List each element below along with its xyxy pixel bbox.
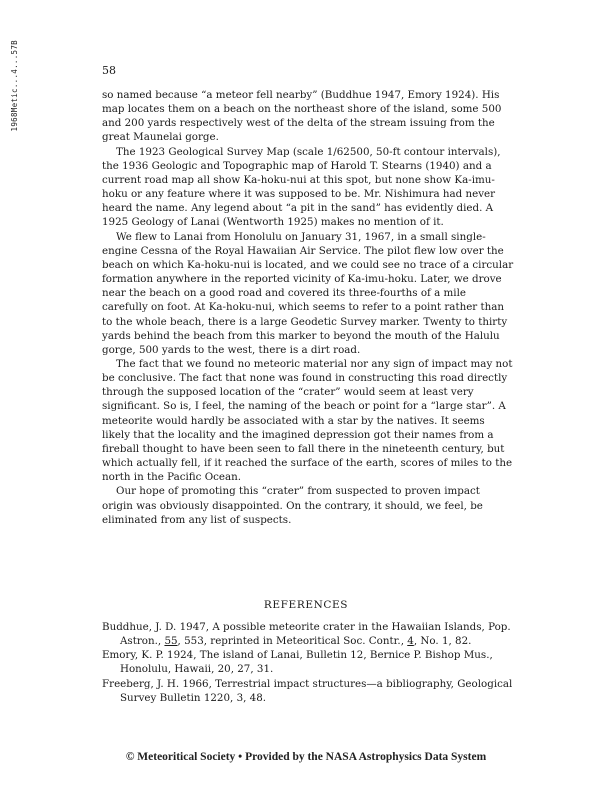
reference-text: , 553, reprinted in Meteoritical Soc. Contr., bbox=[177, 635, 408, 648]
paragraph: The 1923 Geological Survey Map (scale 1/62500, 50-ft contour intervals), the 1936 Geologic and Topographic map of Harold T. Stearns (1940) and a current road map all show Ka-hoku-nui at this spot, but none show Ka-imu-hoku or any feature where it was supposed to be. Mr. Nishimura had never heard the name. Any legend about “a pit in the sand” has evidently died. A 1925 Geology of Lanai (Wentworth 1925) makes no mention of it. bbox=[102, 145, 501, 229]
paragraph: so named because “a meteor fell nearby” (Buddhue 1947, Emory 1924). His map locates them on a beach on the northeast shore of the island, some 500 and 200 yards respectively west of the delta of the stream issuing from the great Maunelai gorge. bbox=[102, 89, 502, 144]
paragraph: Our hope of promoting this “crater” from suspected to proven impact origin was obviously disappointed. On the contrary, it should, we feel, be eliminated from any list of suspects. bbox=[102, 485, 483, 526]
reference-item: Freeberg, J. H. 1966, Terrestrial impact structures—a bibliography, Geological Survey Bulletin 1220, 3, 48. bbox=[102, 677, 513, 704]
footer-credit: © Meteoritical Society • Provided by the NASA Astrophysics Data System bbox=[125, 751, 487, 763]
paragraph: We flew to Lanai from Honolulu on January 31, 1967, in a small single-engine Cessna of the Royal Hawaiian Air Service. The pilot flew low over the beach on which Ka-hoku-nui is located, and we could see no trace of a circular formation anywhere in the reported vicinity of Ka-imu-hoku. Later, we drove near the beach on a good road and covered its three-fourths of a mile carefully on foot. At Ka-hoku-nui, which seems to refer to a point rather than to the whole beach, there is a large Geodetic Survey marker. Twenty to thirty yards behind the beach from this marker to beyond the mouth of the Halulu gorge, 500 yards to the west, there is a dirt road. bbox=[102, 230, 514, 356]
references-heading: REFERENCES bbox=[263, 599, 349, 611]
bibcode-stamp: 1968Metic...4...57B bbox=[10, 40, 19, 132]
paragraph: The fact that we found no meteoric material nor any sign of impact may not be conclusive. The fact that none was found in constructing this road directly through the supposed location of the “crater” would seem at least very significant. So is, I feel, the naming of the beach or point for a “large star”. A meteorite would hardly be associated with a star by the natives. It seems likely that the locality and the imagined depression got their names from a fireball thought to have been seen to fall there in the nineteenth century, but which actually fell, if it reached the surface of the earth, scores of miles to the north in the Pacific Ocean. bbox=[102, 357, 513, 484]
reference-text: , No. 1, 82. bbox=[413, 635, 472, 648]
reference-item: Emory, K. P. 1924, The island of Lanai, Bulletin 12, Bernice P. Bishop Mus., Honolulu, Hawaii, 20, 27, 31. bbox=[102, 649, 493, 676]
page-number: 58 bbox=[102, 64, 116, 77]
references-list bbox=[102, 620, 514, 705]
reference-item bbox=[102, 620, 514, 648]
reference-text: Buddhue, J. D. 1947, A possible meteorite crater in the Hawaiian Islands, Pop. Astron., bbox=[102, 621, 511, 648]
volume-number: 4 bbox=[407, 635, 414, 648]
body-text bbox=[102, 88, 514, 527]
volume-number: 55 bbox=[164, 635, 178, 648]
